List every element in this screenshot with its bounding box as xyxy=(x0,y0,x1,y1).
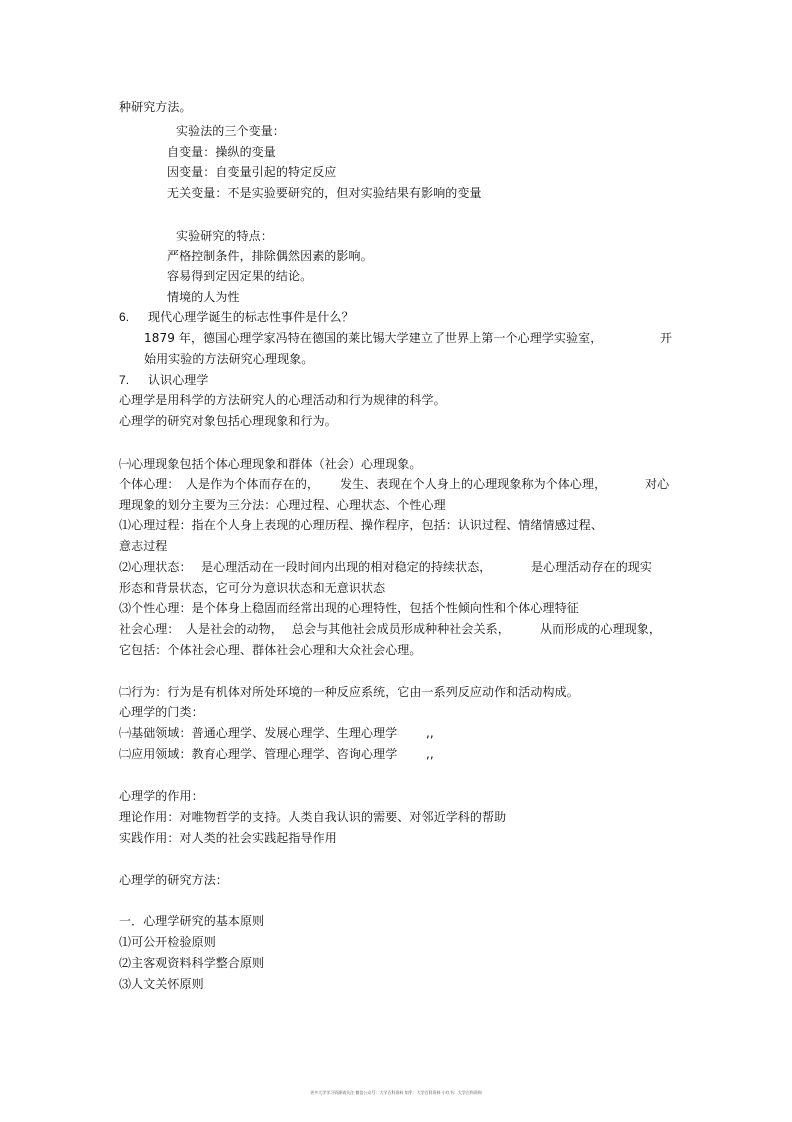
text-line: 发生、表现在个人身上的心理现象称为个体心理， xyxy=(340,477,607,491)
text-line: 自变量：操纵的变量 xyxy=(167,145,276,159)
list-item: ⑵主客观资料科学整合原则 xyxy=(119,956,265,970)
text-line: 它包括：个体社会心理、群体社会心理和大众社会心理。 xyxy=(119,643,422,657)
text-line: 理现象的划分主要为三分法：心理过程、心理状态、个性心理 xyxy=(119,498,446,512)
text-line: ⑵心理状态： xyxy=(119,560,192,574)
page-footer: 更多大学学习资源请关注 微信公众号：大学百科资料 知乎：大学百科资料 小红书：大学百科资料 xyxy=(310,1090,482,1095)
question-heading: 认识心理学 xyxy=(148,373,209,387)
text-line: ㈡应用领域：教育心理学、管理心理学、咨询心理学 xyxy=(119,747,398,761)
text-line: 形态和背景状态，它可分为意识状态和无意识状态 xyxy=(119,581,386,595)
text-line: 情境的人为性 xyxy=(167,290,240,304)
text-line: ㈠基础领域：普通心理学、发展心理学、生理心理学 xyxy=(119,726,398,740)
item-number: 6. xyxy=(119,310,130,324)
text-line: ,, xyxy=(426,726,434,740)
text-line: ⑴心理过程：指在个人身上表现的心理历程、操作程序，包括：认识过程、情绪情感过程、 xyxy=(119,518,604,532)
text-line: ,, xyxy=(426,747,434,761)
section-heading: 心理学的作用： xyxy=(119,789,204,803)
text-line: 是心理活动在一段时间内出现的相对稳定的持续状态， xyxy=(201,560,492,574)
text-line: ㈡行为：行为是有机体对所处环境的一种反应系统，它由一系列反应动作和活动构成。 xyxy=(119,685,579,699)
text-line: ⑶个性心理：是个体身上稳固而经常出现的心理特性，包括个性倾向性和个体心理特征 xyxy=(119,601,579,615)
text-line: 对心 xyxy=(645,477,670,491)
section-heading: 实验研究的特点： xyxy=(176,229,273,243)
text-line: 总会与其他社会成员形成种种社会关系， xyxy=(292,622,510,636)
list-item: ⑶人文关怀原则 xyxy=(119,977,204,991)
item-number: 7. xyxy=(119,373,130,387)
question-heading: 现代心理学诞生的标志性事件是什么？ xyxy=(148,310,354,324)
text-line: ㈠心理现象包括个体心理现象和群体（社会）心理现象。 xyxy=(119,457,422,471)
text-line: 1879 年，德国心理学家冯特在德国的莱比锡大学建立了世界上第一个心理学实验室， xyxy=(144,331,603,345)
text-line: 心理学的门类： xyxy=(119,705,204,719)
text-line: 开 xyxy=(660,331,673,345)
text-line: 种研究方法。 xyxy=(119,100,192,114)
list-item: ⑴可公开检验原则 xyxy=(119,935,216,949)
text-line: 实践作用：对人类的社会实践起指导作用 xyxy=(119,831,337,845)
text-line: 社会心理： xyxy=(119,622,180,636)
text-line: 严格控制条件，排除偶然因素的影响。 xyxy=(167,249,373,263)
section-heading: 一．心理学研究的基本原则 xyxy=(119,914,265,928)
text-line: 理论作用：对唯物哲学的支持。人类自我认识的需要、对邻近学科的帮助 xyxy=(119,810,507,824)
section-heading: 心理学的研究方法： xyxy=(119,873,228,887)
text-line: 心理学的研究对象包括心理现象和行为。 xyxy=(119,414,337,428)
text-line: 个体心理： xyxy=(119,477,180,491)
section-heading: 实验法的三个变量： xyxy=(176,124,285,138)
text-line: 无关变量：不是实验要研究的，但对实验结果有影响的变量 xyxy=(167,186,482,200)
text-line: 人是社会的动物， xyxy=(186,622,283,636)
text-line: 始用实验的方法研究心理现象。 xyxy=(144,352,314,366)
text-line: 从而形成的心理现象， xyxy=(540,622,662,636)
text-line: 意志过程 xyxy=(119,539,168,553)
text-line: 容易得到定因定果的结论。 xyxy=(167,269,313,283)
text-line: 是心理活动存在的现实 xyxy=(531,560,653,574)
text-line: 人是作为个体而存在的， xyxy=(186,477,320,491)
text-line: 因变量：自变量引起的特定反应 xyxy=(167,165,337,179)
text-line: 心理学是用科学的方法研究人的心理活动和行为规律的科学。 xyxy=(119,393,446,407)
